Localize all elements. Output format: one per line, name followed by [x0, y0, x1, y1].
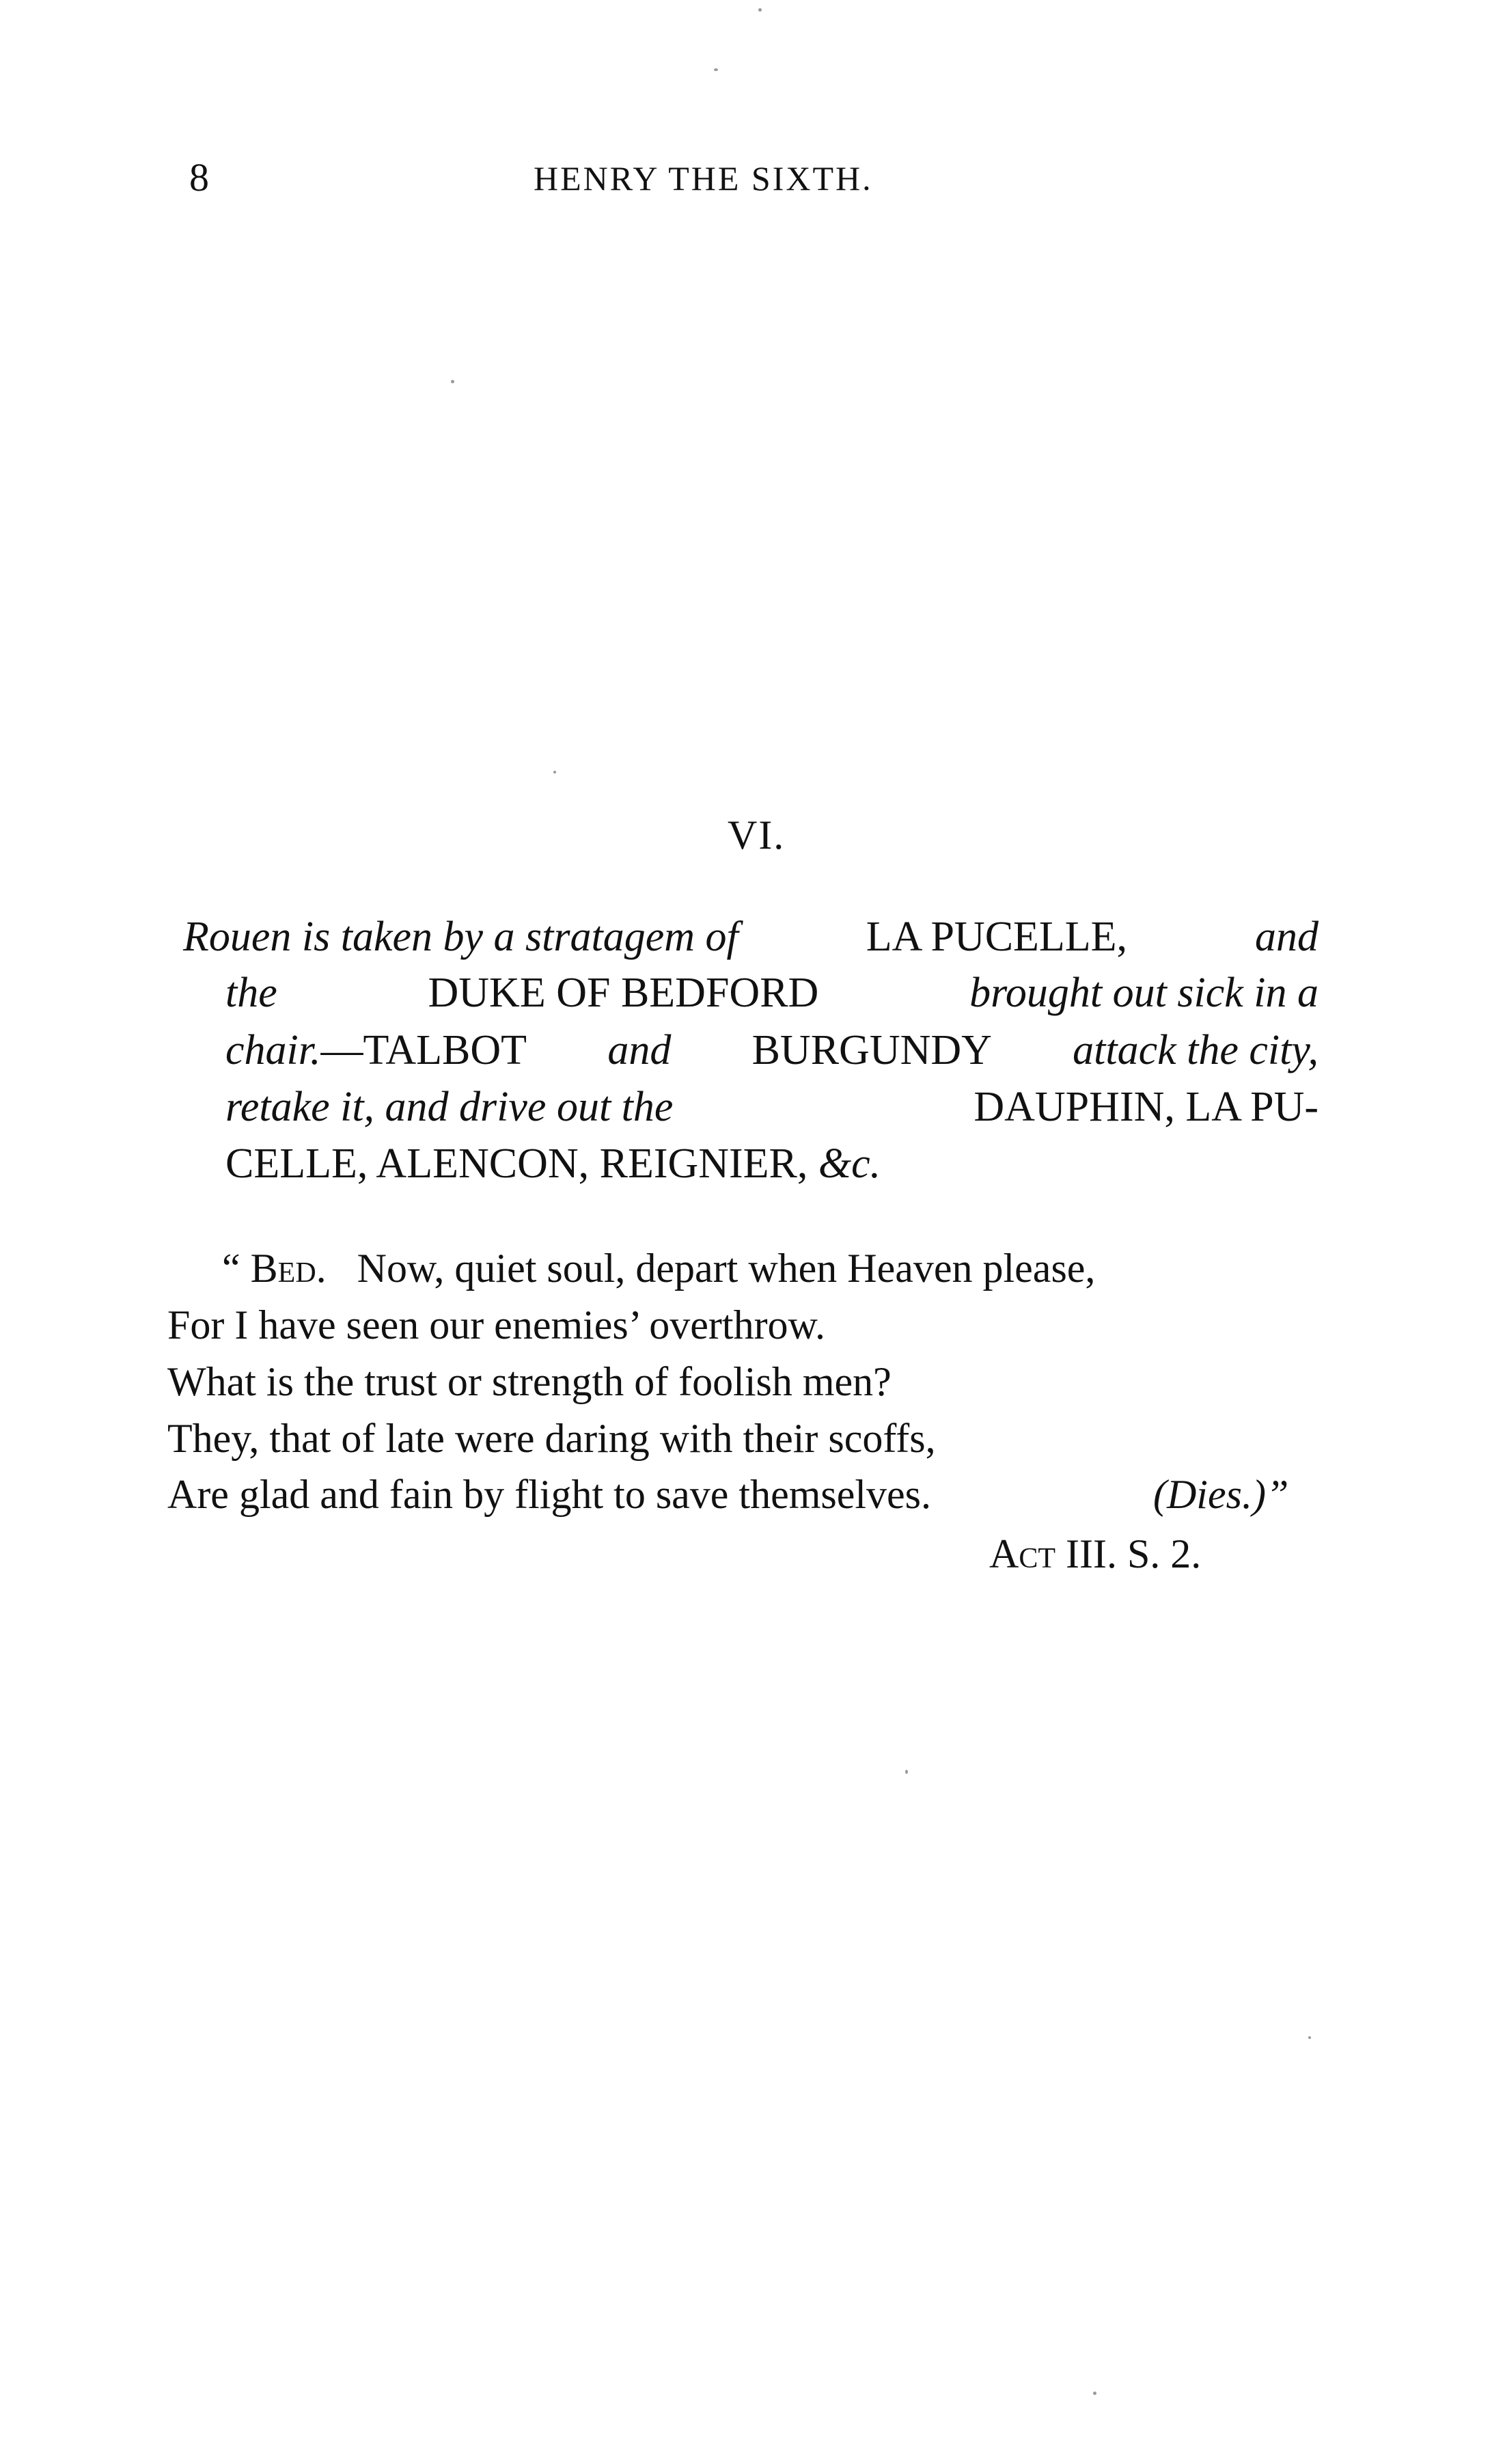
verse-line-1 — [222, 1245, 1095, 1292]
argument-name: —TALBOT — [320, 1027, 527, 1073]
argument-text: &c. — [818, 1140, 881, 1187]
argument-text: Rouen is taken by a stratagem of — [183, 914, 738, 960]
argument-line-4 — [225, 1083, 1318, 1132]
verse-line-5: Are glad and fain by flight to save themselves. — [167, 1472, 932, 1517]
argument-text: chair. — [225, 1027, 321, 1073]
act-scene-reference: Act III. S. 2. — [989, 1531, 1202, 1576]
argument-line-1 — [183, 913, 1318, 961]
argument-name: LA PUCELLE, — [866, 914, 1128, 960]
paper-speck — [905, 1770, 908, 1774]
argument-text: the — [225, 970, 277, 1016]
paper-speck — [1308, 2036, 1311, 2039]
paper-speck — [1093, 2392, 1096, 2395]
argument-text: attack the city, — [1073, 1027, 1318, 1073]
running-title: HENRY THE SIXTH. — [534, 159, 873, 197]
argument-name: DAUPHIN, LA PU- — [974, 1084, 1318, 1130]
argument-text: brought out sick in a — [969, 970, 1318, 1016]
argument-line-5 — [225, 1140, 881, 1188]
argument-text: and — [1255, 914, 1318, 960]
argument-name: CELLE, ALENCON, REIGNIER, — [225, 1140, 808, 1187]
argument-name: DUKE OF BEDFORD — [428, 970, 819, 1016]
paper-speck — [553, 771, 556, 774]
verse-line-4: They, that of late were daring with their scoffs, — [167, 1416, 936, 1461]
argument-name: BURGUNDY — [751, 1027, 992, 1073]
paper-speck — [758, 8, 762, 12]
page-number: 8 — [189, 155, 209, 200]
paper-speck — [451, 380, 454, 383]
speaker-name: Bed. — [250, 1246, 327, 1291]
verse-line-2: For I have seen our enemies’ overthrow. — [167, 1302, 825, 1347]
stage-direction: (Dies.)” — [1153, 1472, 1289, 1517]
argument-line-3 — [225, 1026, 1318, 1075]
verse-line-3: What is the trust or strength of foolish men? — [167, 1359, 892, 1404]
verse-text: Now, quiet soul, depart when Heaven please, — [357, 1246, 1096, 1291]
paper-speck — [714, 68, 718, 71]
section-number: VI. — [728, 812, 786, 858]
open-quote: “ — [222, 1246, 240, 1291]
argument-line-2 — [225, 969, 1318, 1017]
argument-text: retake it, and drive out the — [225, 1084, 674, 1130]
argument-text: and — [607, 1027, 672, 1073]
